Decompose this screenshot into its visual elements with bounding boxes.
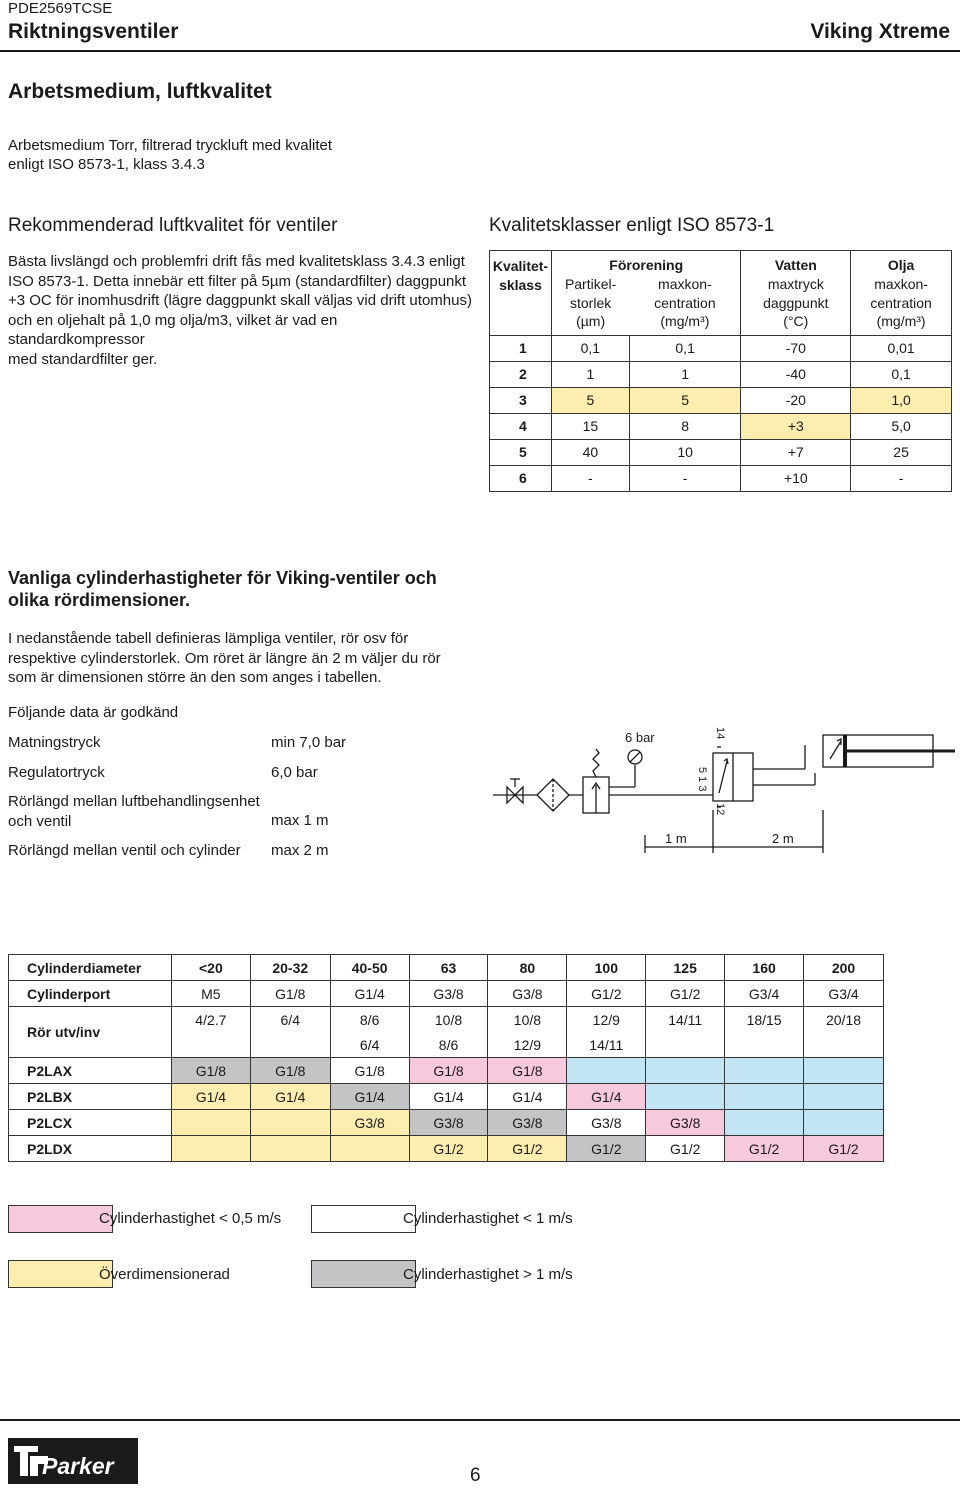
speeds-heading-line: olika rördimensioner.: [8, 590, 191, 610]
valve-cell: G3/8: [409, 1110, 488, 1136]
header-line: daggpunkt: [763, 294, 829, 311]
cylinder-speed-table: [8, 954, 884, 1162]
water-cell: -70: [741, 335, 851, 361]
port-cell: G1/8: [250, 981, 330, 1007]
speeds-heading: [8, 567, 437, 611]
header-cell: 200: [804, 955, 884, 981]
legend-label-white: Cylinderhastighet < 1 m/s: [403, 1210, 573, 1227]
class-header-line: sklass: [499, 277, 542, 293]
approved-note: Följande data är godkänd: [8, 704, 179, 721]
recommend-line: med standardfilter ger.: [8, 350, 158, 368]
legend-swatch-pink: [8, 1205, 113, 1233]
class-cell: 3: [490, 387, 552, 413]
legend-label-yellow: Överdimensionerad: [99, 1266, 230, 1283]
header-line: Partikel-: [564, 276, 617, 292]
valve-name: P2LDX: [9, 1136, 172, 1162]
oil-group-header: Olja: [851, 251, 952, 276]
tube-cell: [804, 1032, 884, 1058]
valve-cell: [250, 1136, 330, 1162]
page-number: 6: [470, 1465, 481, 1486]
port-cell: G1/4: [330, 981, 409, 1007]
port-cell: M5: [171, 981, 250, 1007]
param-value-pipe-unit: max 1 m: [271, 812, 329, 829]
tube-cell: [646, 1032, 725, 1058]
param-value-supply: min 7,0 bar: [271, 734, 347, 751]
parker-logo-icon: [8, 1438, 138, 1484]
port-cell: G1/2: [646, 981, 725, 1007]
tube-cell: 14/11: [646, 1007, 725, 1033]
tube-cell: 10/8: [488, 1007, 567, 1033]
table-row: [9, 981, 884, 1007]
valve-cell: G1/4: [171, 1084, 250, 1110]
speeds-text: [8, 629, 441, 688]
table-row: [9, 1007, 884, 1033]
class-cell: 2: [490, 361, 552, 387]
valve-cell: G1/2: [409, 1136, 488, 1162]
particle-cell: 15: [551, 413, 629, 439]
oil-cell: 1,0: [851, 387, 952, 413]
length-2m-label: 2 m: [772, 831, 794, 846]
water-cell: +10: [741, 465, 851, 491]
length-1m-label: 1 m: [665, 831, 687, 846]
oil-cell: 0,01: [851, 335, 952, 361]
table-row: [490, 335, 952, 361]
speeds-heading-line: Vanliga cylinderhastigheter för Viking-ventiler och: [8, 568, 437, 588]
parker-logo-text: Parker: [42, 1453, 114, 1479]
valve-cell: G1/8: [409, 1058, 488, 1084]
recommend-line: +3 OC för inomhusdrift (lägre daggpunkt skall väljas vid drift utomhus): [8, 292, 472, 309]
valve-name: P2LAX: [9, 1058, 172, 1084]
header-cell: <20: [171, 955, 250, 981]
valve-name: P2LBX: [9, 1084, 172, 1110]
tube-cell: 12/9: [567, 1007, 646, 1033]
medium-line-2: enligt ISO 8573-1, klass 3.4.3: [8, 156, 205, 173]
header-cell: 63: [409, 955, 488, 981]
class-header-line: Kvalitet-: [492, 258, 549, 274]
document-code: PDE2569TCSE: [8, 0, 113, 17]
param-value-pipe-cylinder: max 2 m: [271, 842, 329, 859]
param-label-supply: Matningstryck: [8, 734, 101, 751]
valve-cell: [725, 1110, 804, 1136]
port-cell: G3/8: [488, 981, 567, 1007]
recommend-line: Bästa livslängd och problemfri drift fås med kvalitetsklass 3.4.3 enligt: [8, 253, 465, 270]
tube-cell: 12/9: [488, 1032, 567, 1058]
valve-cell: G1/4: [250, 1084, 330, 1110]
valve-cell: [171, 1110, 250, 1136]
class-cell: 6: [490, 465, 552, 491]
legend-swatch-grey: [311, 1260, 416, 1288]
table-row: [9, 1058, 884, 1084]
recommend-heading: Rekommenderad luftkvalitet för ventiler: [8, 215, 338, 236]
header-cell: 125: [646, 955, 725, 981]
valve-cell: G3/8: [646, 1110, 725, 1136]
table-row: [9, 955, 884, 981]
conc-cell: 0,1: [629, 335, 741, 361]
legend-swatch-white: [311, 1205, 416, 1233]
valve-cell: [330, 1136, 409, 1162]
tube-cell: [725, 1032, 804, 1058]
particle-cell: -: [551, 465, 629, 491]
tube-cell: 20/18: [804, 1007, 884, 1033]
conc-cell: -: [629, 465, 741, 491]
table-row: [9, 1136, 884, 1162]
valve-cell: G1/2: [567, 1136, 646, 1162]
conc-cell: 8: [629, 413, 741, 439]
speeds-line: respektive cylinderstorlek. Om röret är längre än 2 m väljer du rör: [8, 649, 441, 667]
conc-cell: 5: [629, 387, 741, 413]
table-row: [490, 413, 952, 439]
quality-class-table: [489, 250, 952, 492]
recommend-line: ISO 8573-1. Detta innebär ett filter på 5µm (standardfilter) daggpunkt: [8, 272, 467, 290]
valve-cell: G1/8: [171, 1058, 250, 1084]
header-line: storlek: [570, 294, 612, 311]
table-row: [9, 1110, 884, 1136]
water-header: [741, 275, 851, 335]
param-label-line: Rörlängd mellan luftbehandlingsenhet: [8, 793, 260, 810]
header-line: maxkon-: [658, 276, 712, 292]
tube-cell: 8/6: [330, 1007, 409, 1033]
param-label-pipe-unit: [8, 792, 260, 831]
legend-label-pink: Cylinderhastighet < 0,5 m/s: [99, 1210, 282, 1227]
tube-cell: 18/15: [725, 1007, 804, 1033]
port-513-label: 5 1 3: [696, 767, 708, 792]
valve-cell: G3/8: [488, 1110, 567, 1136]
valve-name: P2LCX: [9, 1110, 172, 1136]
valve-cell: G1/4: [330, 1084, 409, 1110]
brand-name: Viking Xtreme: [810, 20, 950, 43]
header-line: centration: [870, 294, 932, 311]
param-label-pipe-cylinder: Rörlängd mellan ventil och cylinder: [8, 842, 241, 859]
table-row: [9, 1084, 884, 1110]
quality-class-header: [490, 251, 552, 336]
valve-cell: [646, 1058, 725, 1084]
header-divider: [0, 50, 960, 52]
header-line: (°C): [783, 313, 809, 329]
page-title: Riktningsventiler: [8, 20, 179, 43]
oil-cell: 25: [851, 439, 952, 465]
valve-cell: G1/4: [567, 1084, 646, 1110]
water-cell: +7: [741, 439, 851, 465]
medium-line-1: Arbetsmedium Torr, filtrerad tryckluft med kvalitet: [8, 137, 332, 154]
table-row: [490, 465, 952, 491]
header-cell: 160: [725, 955, 804, 981]
class-cell: 4: [490, 413, 552, 439]
speeds-line: som är dimensionen större än den som anges i tabellen.: [8, 669, 382, 686]
port-12-label: 12: [714, 803, 726, 816]
port-cell: G3/8: [409, 981, 488, 1007]
water-cell: +3: [741, 413, 851, 439]
param-label-regulator: Regulatortryck: [8, 764, 105, 781]
pressure-label: 6 bar: [625, 730, 655, 745]
valve-cell: G1/2: [725, 1136, 804, 1162]
valve-cell: G1/4: [409, 1084, 488, 1110]
valve-cell: G3/8: [330, 1110, 409, 1136]
valve-cell: [646, 1084, 725, 1110]
header-line: (µm): [576, 313, 606, 329]
header-cell: Cylinderdiameter: [9, 955, 172, 981]
medium-heading: Arbetsmedium, luftkvalitet: [8, 80, 272, 103]
particle-conc-header: [629, 275, 741, 335]
param-value-regulator: 6,0 bar: [271, 764, 318, 781]
valve-cell: G1/2: [804, 1136, 884, 1162]
particle-size-header: [551, 275, 629, 335]
class-cell: 1: [490, 335, 552, 361]
recommend-line: och en oljehalt på 1,0 mg olja/m3, vilket är vad en standardkompressor: [8, 311, 338, 348]
tube-cell: 8/6: [409, 1032, 488, 1058]
param-label-line: och ventil: [8, 812, 72, 830]
tube-cell: 4/2.7: [171, 1007, 250, 1033]
valve-cell: [567, 1058, 646, 1084]
tube-cell: [250, 1032, 330, 1058]
oil-header: [851, 275, 952, 335]
valve-cell: G1/8: [250, 1058, 330, 1084]
port-14-label: 14: [714, 727, 726, 740]
header-cell: 20-32: [250, 955, 330, 981]
water-cell: -20: [741, 387, 851, 413]
tube-cell: 14/11: [567, 1032, 646, 1058]
particle-cell: 0,1: [551, 335, 629, 361]
valve-cell: [725, 1084, 804, 1110]
tube-cell: 10/8: [409, 1007, 488, 1033]
pneumatic-circuit-diagram: [485, 715, 955, 865]
particle-cell: 40: [551, 439, 629, 465]
legend-label-grey: Cylinderhastighet > 1 m/s: [403, 1266, 573, 1283]
footer-divider: [0, 1419, 960, 1421]
conc-cell: 1: [629, 361, 741, 387]
port-cell: G3/4: [725, 981, 804, 1007]
header-line: (mg/m³): [660, 313, 710, 329]
oil-cell: 0,1: [851, 361, 952, 387]
header-cell: 100: [567, 955, 646, 981]
row-header: Cylinderport: [9, 981, 172, 1007]
port-cell: G1/2: [567, 981, 646, 1007]
valve-cell: [804, 1110, 884, 1136]
valve-cell: G1/2: [488, 1136, 567, 1162]
valve-cell: G3/8: [567, 1110, 646, 1136]
header-cell: 40-50: [330, 955, 409, 981]
water-cell: -40: [741, 361, 851, 387]
row-header: Rör utv/inv: [9, 1007, 172, 1058]
oil-cell: -: [851, 465, 952, 491]
valve-cell: G1/2: [646, 1136, 725, 1162]
header-line: (mg/m³): [876, 313, 926, 329]
table-row: [490, 439, 952, 465]
header-line: centration: [654, 294, 716, 311]
particle-cell: 5: [551, 387, 629, 413]
valve-cell: [804, 1058, 884, 1084]
valve-cell: [171, 1136, 250, 1162]
oil-cell: 5,0: [851, 413, 952, 439]
class-cell: 5: [490, 439, 552, 465]
legend-swatch-yellow: [8, 1260, 113, 1288]
valve-cell: G1/4: [488, 1084, 567, 1110]
valve-cell: [725, 1058, 804, 1084]
tube-cell: [171, 1032, 250, 1058]
tube-cell: 6/4: [250, 1007, 330, 1033]
pollution-group-header: Förorening: [551, 251, 741, 276]
valve-cell: G1/8: [330, 1058, 409, 1084]
header-cell: 80: [488, 955, 567, 981]
header-line: maxkon-: [874, 276, 928, 292]
tube-cell: 6/4: [330, 1032, 409, 1058]
recommend-text: [8, 252, 478, 369]
header-line: maxtryck: [767, 276, 824, 292]
speeds-line: I nedanstående tabell definieras lämpliga ventiler, rör osv för: [8, 630, 409, 647]
particle-cell: 1: [551, 361, 629, 387]
quality-heading: Kvalitetsklasser enligt ISO 8573-1: [489, 215, 775, 236]
port-cell: G3/4: [804, 981, 884, 1007]
water-group-header: Vatten: [741, 251, 851, 276]
valve-cell: G1/8: [488, 1058, 567, 1084]
valve-cell: [804, 1084, 884, 1110]
table-row: [490, 361, 952, 387]
valve-cell: [250, 1110, 330, 1136]
table-row: [490, 387, 952, 413]
conc-cell: 10: [629, 439, 741, 465]
